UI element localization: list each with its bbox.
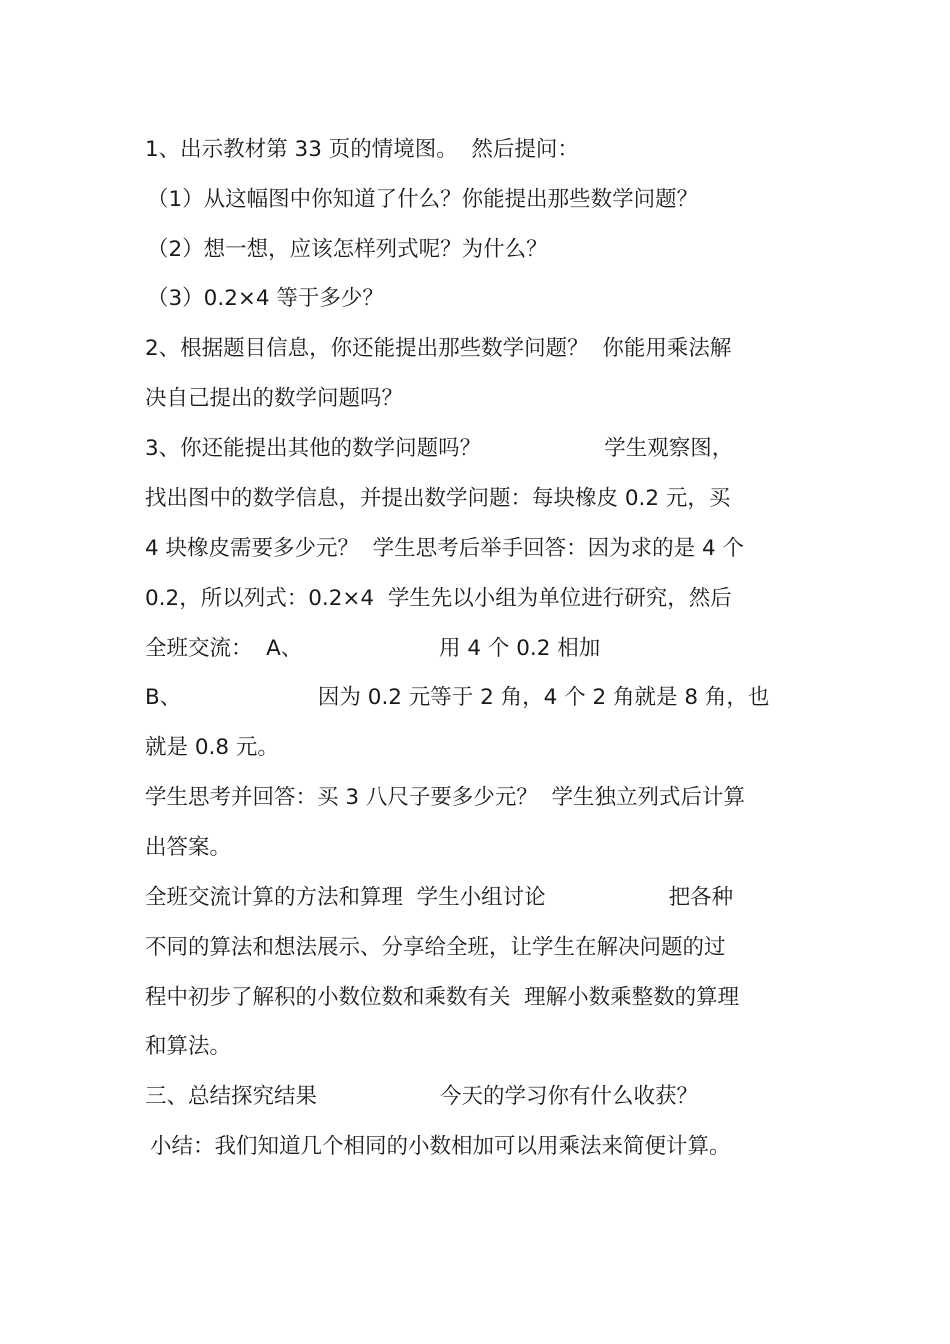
paragraph-line: 决自己提出的数学问题吗？ (145, 386, 404, 411)
paragraph-line: （1）从这幅图中你知道了什么？你能提出那些数学问题？ (147, 187, 699, 212)
paragraph-line: 不同的算法和想法展示、分享给全班，让学生在解决问题的过 (145, 935, 726, 960)
paragraph-line: 程中初步了解积的小数位数和乘数有关 理解小数乘整数的算理 (145, 985, 740, 1010)
paragraph-line: 0.2，所以列式：0.2×4 学生先以小组为单位进行研究，然后 (145, 586, 732, 611)
paragraph-line: 学生思考并回答：买 3 八尺子要多少元？ 学生独立列式后计算 (145, 785, 746, 810)
paragraph-line: 全班交流计算的方法和算理 学生小组讨论 把各种 (145, 885, 734, 910)
paragraph-line: 4 块橡皮需要多少元？ 学生思考后举手回答：因为求的是 4 个 (145, 536, 745, 561)
paragraph-line: 3、你还能提出其他的数学问题吗？ 学生观察图， (145, 436, 734, 461)
paragraph-line: 出答案。 (145, 835, 232, 860)
paragraph-line: 找出图中的数学信息，并提出数学问题：每块橡皮 0.2 元，买 (145, 486, 731, 511)
paragraph-line: （2）想一想，应该怎样列式呢？为什么？ (147, 237, 548, 262)
paragraph-line: 就是 0.8 元。 (145, 735, 279, 760)
paragraph-line: （3）0.2×4 等于多少？ (147, 286, 384, 311)
paragraph-line: 全班交流： A、 用 4 个 0.2 相加 (145, 636, 601, 661)
paragraph-line: 1、出示教材第 33 页的情境图。 然后提问： (145, 137, 579, 162)
summary-line: 小结：我们知道几个相同的小数相加可以用乘法来简便计算。 (150, 1134, 731, 1159)
paragraph-line: B、 因为 0.2 元等于 2 角，4 个 2 角就是 8 角，也 (145, 685, 770, 710)
paragraph-line: 三、总结探究结果 今天的学习你有什么收获？ (145, 1084, 699, 1109)
paragraph-line: 和算法。 (145, 1034, 232, 1059)
paragraph-line: 2、根据题目信息，你还能提出那些数学问题？ 你能用乘法解 (145, 336, 732, 361)
